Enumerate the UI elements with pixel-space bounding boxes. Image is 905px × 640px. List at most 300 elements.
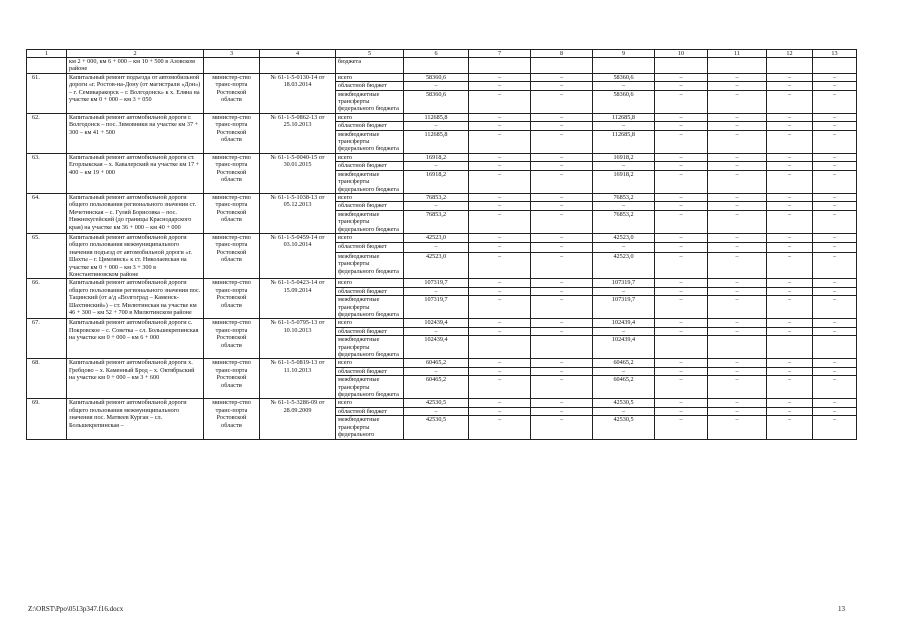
source-cell: областной бюджет (336, 82, 404, 90)
customer-cell: министер-ство транс-порта Ростовской области (204, 153, 260, 193)
value-cell: – (531, 287, 593, 295)
source-cell: всего (336, 73, 404, 81)
value-cell: – (531, 407, 593, 415)
value-cell: 16918,2 (593, 170, 655, 193)
value-cell: 42530,5 (404, 416, 469, 439)
value-cell: – (813, 407, 857, 415)
column-header: 11 (708, 50, 767, 58)
source-cell: областной бюджет (336, 407, 404, 415)
column-header: 10 (655, 50, 708, 58)
source-cell: межбюджетные трансферты федерального бюджета (336, 130, 404, 153)
customer-cell: министер-ство транс-порта Ростовской области (204, 279, 260, 319)
value-cell: – (469, 153, 531, 161)
customer-cell: министер-ство транс-порта Ростовской области (204, 359, 260, 399)
table-row (27, 58, 857, 74)
value-cell: – (531, 210, 593, 233)
value-cell: – (767, 243, 813, 253)
value-cell: – (708, 399, 767, 407)
table-row (27, 399, 857, 407)
row-number-cell: 64. (27, 193, 67, 233)
value-cell: – (655, 327, 708, 335)
row-number-cell: 66. (27, 279, 67, 319)
value-cell: – (655, 113, 708, 121)
value-cell (469, 58, 531, 74)
value-cell: – (767, 407, 813, 415)
source-cell: межбюджетные трансферты федерального бюджета (336, 253, 404, 279)
header-row (27, 50, 857, 58)
value-cell: – (593, 122, 655, 130)
value-cell: – (469, 327, 531, 335)
column-header: 6 (404, 50, 469, 58)
source-cell: областной бюджет (336, 122, 404, 130)
object-name-cell: Капитальный ремонт автомобильной дороги общего пользования регионального значения ст. Мечетинская – с. Гуляй Борисовка – пос. Нижнекугейский (до границы Краснодарского края) на участке км 36 + 000 – км 40 + 000 (67, 193, 204, 233)
value-cell: – (767, 253, 813, 279)
value-cell (593, 58, 655, 74)
value-cell: – (469, 376, 531, 399)
value-cell: – (708, 233, 767, 243)
column-header: 2 (67, 50, 204, 58)
column-header: 5 (336, 50, 404, 58)
value-cell: – (708, 296, 767, 319)
value-cell: – (708, 376, 767, 399)
value-cell: – (708, 243, 767, 253)
value-cell: – (469, 359, 531, 367)
value-cell: – (708, 122, 767, 130)
value-cell: – (813, 202, 857, 210)
value-cell: – (655, 82, 708, 90)
value-cell: – (531, 376, 593, 399)
value-cell: – (813, 73, 857, 81)
value-cell: – (813, 233, 857, 243)
source-cell: бюджета (336, 58, 404, 74)
value-cell: – (531, 82, 593, 90)
customer-cell: министер-ство транс-порта Ростовской области (204, 319, 260, 359)
value-cell: – (469, 367, 531, 375)
value-cell: – (531, 399, 593, 407)
document-cell: № 61-1-5-0130-14 от 18.03.2014 (260, 73, 336, 113)
table-row (27, 279, 857, 287)
value-cell: – (767, 279, 813, 287)
customer-cell: министер-ство транс-порта Ростовской области (204, 113, 260, 153)
row-number-cell: 65. (27, 233, 67, 278)
value-cell: – (469, 202, 531, 210)
column-header: 3 (204, 50, 260, 58)
value-cell: – (655, 376, 708, 399)
row-number-cell: 63. (27, 153, 67, 193)
row-number-cell (27, 58, 67, 74)
value-cell: – (708, 113, 767, 121)
value-cell: – (469, 193, 531, 201)
value-cell: 58360,6 (593, 90, 655, 113)
value-cell: – (767, 130, 813, 153)
object-name-cell: Капитальный ремонт автомобильной дороги общего пользования межмуниципального значения пос. Матвеев Курган – сл. Большекрепинская – (67, 399, 204, 439)
value-cell: 102439,4 (593, 336, 655, 359)
value-cell: – (469, 113, 531, 121)
value-cell: – (655, 153, 708, 161)
value-cell: – (531, 73, 593, 81)
value-cell: – (708, 90, 767, 113)
table-row (27, 113, 857, 121)
value-cell: – (708, 202, 767, 210)
value-cell: – (813, 82, 857, 90)
value-cell: – (655, 359, 708, 367)
source-cell: всего (336, 153, 404, 161)
value-cell: – (655, 399, 708, 407)
value-cell: – (767, 73, 813, 81)
object-name-cell: Капитальный ремонт автомобильной дороги общего пользования межмуниципального значения подъезд от автомобильной дороги «г. Шахты – г. Цимлянск» к ст. Николаевская на участке км 0 + 000 – км 3 + 300 в Константиновском районе (67, 233, 204, 278)
value-cell: – (767, 202, 813, 210)
value-cell: – (708, 359, 767, 367)
value-cell: – (469, 82, 531, 90)
table-row (27, 359, 857, 367)
value-cell: – (655, 170, 708, 193)
value-cell: – (767, 287, 813, 295)
value-cell: 60465,2 (404, 376, 469, 399)
document-cell: № 61-1-5-0819-13 от 11.10.2013 (260, 359, 336, 399)
source-cell: всего (336, 279, 404, 287)
document-cell: № 61-1-5-0862-13 от 25.10.2013 (260, 113, 336, 153)
object-name-cell: км 2 + 000, км 6 + 000 – км 10 + 500 в Азовском районе (67, 58, 204, 74)
value-cell: – (655, 233, 708, 243)
value-cell: 76853,2 (404, 210, 469, 233)
object-name-cell: Капитальный ремонт автомобильной дороги х. Гребцово – х. Каменный Брод – х. Октябрьский на участке км 0 + 000 – км 3 + 600 (67, 359, 204, 399)
value-cell: 102439,4 (593, 319, 655, 327)
value-cell: – (813, 279, 857, 287)
document-cell: № 61-1-5-0040-15 от 30.01.2015 (260, 153, 336, 193)
document-cell: № 61-1-5-0795-13 от 10.10.2013 (260, 319, 336, 359)
value-cell: – (655, 202, 708, 210)
value-cell: 60465,2 (593, 359, 655, 367)
value-cell: – (708, 367, 767, 375)
value-cell: – (469, 210, 531, 233)
value-cell: – (813, 210, 857, 233)
source-cell: всего (336, 399, 404, 407)
value-cell: 76853,2 (593, 193, 655, 201)
value-cell: – (469, 162, 531, 170)
value-cell: 76853,2 (593, 210, 655, 233)
value-cell: – (531, 279, 593, 287)
value-cell: 42530,5 (404, 399, 469, 407)
value-cell: – (813, 170, 857, 193)
value-cell: – (767, 82, 813, 90)
value-cell: – (655, 287, 708, 295)
value-cell: – (593, 82, 655, 90)
value-cell: – (708, 170, 767, 193)
value-cell: 58360,6 (404, 73, 469, 81)
column-header: 8 (531, 50, 593, 58)
value-cell: – (531, 367, 593, 375)
value-cell: – (813, 113, 857, 121)
value-cell (531, 336, 593, 359)
value-cell: – (767, 327, 813, 335)
row-number-cell: 62. (27, 113, 67, 153)
value-cell: – (469, 90, 531, 113)
value-cell: – (767, 90, 813, 113)
value-cell: – (655, 367, 708, 375)
value-cell: – (708, 287, 767, 295)
value-cell: – (655, 122, 708, 130)
value-cell: 16918,2 (404, 153, 469, 161)
value-cell (708, 336, 767, 359)
source-cell: всего (336, 233, 404, 243)
value-cell: – (593, 327, 655, 335)
value-cell: 60465,2 (593, 376, 655, 399)
value-cell: 42530,5 (593, 399, 655, 407)
value-cell: – (767, 122, 813, 130)
value-cell: – (655, 407, 708, 415)
value-cell: – (469, 253, 531, 279)
value-cell: – (655, 243, 708, 253)
source-cell: межбюджетные трансферты федерального бюджета (336, 336, 404, 359)
source-cell: всего (336, 319, 404, 327)
document-cell: № 61-1-5-1038-13 от 05.12.2013 (260, 193, 336, 233)
table-row (27, 73, 857, 81)
value-cell: – (767, 359, 813, 367)
customer-cell (204, 58, 260, 74)
column-header: 13 (813, 50, 857, 58)
value-cell: – (469, 170, 531, 193)
value-cell: – (813, 367, 857, 375)
source-cell: областной бюджет (336, 327, 404, 335)
value-cell: 42523,0 (404, 233, 469, 243)
value-cell: – (708, 253, 767, 279)
value-cell: 107319,7 (404, 279, 469, 287)
value-cell: – (767, 367, 813, 375)
value-cell: – (531, 113, 593, 121)
value-cell: – (767, 170, 813, 193)
value-cell: – (813, 122, 857, 130)
source-cell: всего (336, 113, 404, 121)
column-header: 4 (260, 50, 336, 58)
value-cell: 42523,0 (593, 253, 655, 279)
value-cell: – (531, 243, 593, 253)
value-cell: – (813, 90, 857, 113)
value-cell: 60465,2 (404, 359, 469, 367)
value-cell: – (531, 416, 593, 439)
value-cell (813, 58, 857, 74)
value-cell: 112685,8 (404, 113, 469, 121)
value-cell: – (767, 210, 813, 233)
value-cell: 102439,4 (404, 336, 469, 359)
source-cell: межбюджетные трансферты федерального бюджета (336, 296, 404, 319)
value-cell (813, 336, 857, 359)
value-cell: – (813, 243, 857, 253)
value-cell: 58360,6 (404, 90, 469, 113)
value-cell: – (767, 233, 813, 243)
value-cell: 107319,7 (593, 279, 655, 287)
source-cell: всего (336, 359, 404, 367)
value-cell: – (708, 162, 767, 170)
value-cell: – (593, 287, 655, 295)
column-header: 1 (27, 50, 67, 58)
value-cell: – (404, 243, 469, 253)
table-row (27, 153, 857, 161)
value-cell: – (531, 253, 593, 279)
value-cell: 112685,8 (404, 130, 469, 153)
value-cell: – (708, 73, 767, 81)
value-cell: – (655, 162, 708, 170)
value-cell: 16918,2 (593, 153, 655, 161)
value-cell (531, 58, 593, 74)
value-cell: – (813, 399, 857, 407)
source-cell: межбюджетные трансферты федерального бюджета (336, 210, 404, 233)
source-cell: областной бюджет (336, 243, 404, 253)
value-cell: – (404, 327, 469, 335)
value-cell: – (469, 416, 531, 439)
value-cell: – (531, 193, 593, 201)
value-cell: – (708, 327, 767, 335)
value-cell: 112685,8 (593, 130, 655, 153)
value-cell: – (767, 296, 813, 319)
value-cell: – (531, 359, 593, 367)
value-cell: 107319,7 (404, 296, 469, 319)
document-cell: № 61-1-5-0459-14 от 03.10.2014 (260, 233, 336, 278)
value-cell: – (655, 279, 708, 287)
value-cell: – (655, 193, 708, 201)
value-cell: – (469, 73, 531, 81)
value-cell: – (531, 162, 593, 170)
document-cell: № 61-1-5-0423-14 от 15.09.2014 (260, 279, 336, 319)
value-cell: – (469, 296, 531, 319)
column-header: 7 (469, 50, 531, 58)
value-cell: 16918,2 (404, 170, 469, 193)
value-cell: – (813, 319, 857, 327)
value-cell: 58360,6 (593, 73, 655, 81)
value-cell (404, 58, 469, 74)
value-cell: – (767, 399, 813, 407)
value-cell: – (655, 73, 708, 81)
row-number-cell: 67. (27, 319, 67, 359)
value-cell: – (655, 416, 708, 439)
value-cell: – (469, 407, 531, 415)
value-cell: – (813, 287, 857, 295)
value-cell: – (708, 193, 767, 201)
value-cell: – (593, 162, 655, 170)
value-cell: – (767, 113, 813, 121)
source-cell: областной бюджет (336, 287, 404, 295)
value-cell: 76853,2 (404, 193, 469, 201)
table-row (27, 193, 857, 201)
value-cell: – (708, 416, 767, 439)
value-cell: – (531, 153, 593, 161)
value-cell: – (813, 162, 857, 170)
value-cell: – (531, 327, 593, 335)
value-cell: – (708, 130, 767, 153)
value-cell: – (469, 279, 531, 287)
customer-cell: министер-ство транс-порта Ростовской области (204, 193, 260, 233)
value-cell: – (655, 90, 708, 113)
value-cell: – (767, 319, 813, 327)
value-cell: – (813, 359, 857, 367)
value-cell: – (767, 193, 813, 201)
customer-cell: министер-ство транс-порта Ростовской области (204, 233, 260, 278)
value-cell: – (708, 319, 767, 327)
value-cell: 42523,0 (404, 253, 469, 279)
source-cell: всего (336, 193, 404, 201)
value-cell: – (531, 122, 593, 130)
value-cell: – (655, 210, 708, 233)
source-cell: областной бюджет (336, 202, 404, 210)
value-cell: – (531, 202, 593, 210)
value-cell: – (531, 130, 593, 153)
customer-cell: министер-ство транс-порта Ростовской области (204, 399, 260, 439)
value-cell (767, 58, 813, 74)
value-cell: – (813, 416, 857, 439)
value-cell: – (531, 170, 593, 193)
column-header: 12 (767, 50, 813, 58)
value-cell: – (404, 202, 469, 210)
row-number-cell: 68. (27, 359, 67, 399)
value-cell: – (813, 376, 857, 399)
object-name-cell: Капитальный ремонт подъезда от автомобильной дороги «г. Ростов-на-Дону (от магистрали «Дон») – г. Семикаракорск – г. Волгодонск» к х. Еляна на участке км 0 + 000 – км 3 + 050 (67, 73, 204, 113)
value-cell: – (404, 287, 469, 295)
value-cell: – (469, 130, 531, 153)
budget-table (26, 49, 857, 440)
value-cell: – (531, 233, 593, 243)
value-cell: – (813, 193, 857, 201)
value-cell: – (469, 233, 531, 243)
value-cell: – (708, 279, 767, 287)
value-cell (469, 336, 531, 359)
column-header: 9 (593, 50, 655, 58)
table-row (27, 319, 857, 327)
customer-cell: министер-ство транс-порта Ростовской области (204, 73, 260, 113)
source-cell: межбюджетные трансферты федерального бюджета (336, 90, 404, 113)
value-cell: 42523,0 (593, 233, 655, 243)
value-cell: – (708, 153, 767, 161)
value-cell: – (813, 253, 857, 279)
value-cell: – (767, 162, 813, 170)
value-cell: – (531, 90, 593, 113)
value-cell: – (708, 210, 767, 233)
document-cell: № 61-1-5-3286-09 от 28.09.2009 (260, 399, 336, 439)
source-cell: межбюджетные трансферты федерального бюджета (336, 170, 404, 193)
object-name-cell: Капитальный ремонт автомобильной дороги с. Покровское – с. Советка – сл. Большекрепинская на участке км 0 + 000 – км 6 + 000 (67, 319, 204, 359)
value-cell: – (655, 130, 708, 153)
value-cell: 42530,5 (593, 416, 655, 439)
value-cell: – (593, 367, 655, 375)
value-cell: – (767, 416, 813, 439)
value-cell: – (469, 122, 531, 130)
value-cell: 102439,4 (404, 319, 469, 327)
value-cell: – (404, 82, 469, 90)
value-cell: – (469, 319, 531, 327)
value-cell: – (404, 162, 469, 170)
value-cell: 112685,8 (593, 113, 655, 121)
value-cell: – (404, 407, 469, 415)
value-cell: – (655, 296, 708, 319)
value-cell: – (593, 202, 655, 210)
footer-file-path: Z:\ORST\Ppo\0513p347.f16.docx (28, 605, 124, 613)
value-cell (655, 58, 708, 74)
value-cell: – (469, 243, 531, 253)
value-cell: 107319,7 (593, 296, 655, 319)
value-cell: – (708, 82, 767, 90)
source-cell: областной бюджет (336, 162, 404, 170)
object-name-cell: Капитальный ремонт автомобильной дороги ст. Егорлыкская – х. Кавалерский на участке км 17 + 400 – км 19 + 000 (67, 153, 204, 193)
source-cell: областной бюджет (336, 367, 404, 375)
source-cell: межбюджетные трансферты федерального (336, 416, 404, 439)
value-cell: – (708, 407, 767, 415)
value-cell: – (813, 130, 857, 153)
value-cell (655, 336, 708, 359)
object-name-cell: Капитальный ремонт автомобильной дороги г. Волгодонск – пос. Зимовники на участке км 37 + 300 – км 41 + 500 (67, 113, 204, 153)
object-name-cell: Капитальный ремонт автомобильной дороги общего пользования регионального значения пос. Тацинский (от а/д «Волгоград – Каменск-Шахтинский») – ст. Милютинская на участке км 46 + 300 – км 52 + 700 в Милютинском районе (67, 279, 204, 319)
document-cell (260, 58, 336, 74)
value-cell: – (813, 296, 857, 319)
row-number-cell: 69. (27, 399, 67, 439)
value-cell (708, 58, 767, 74)
